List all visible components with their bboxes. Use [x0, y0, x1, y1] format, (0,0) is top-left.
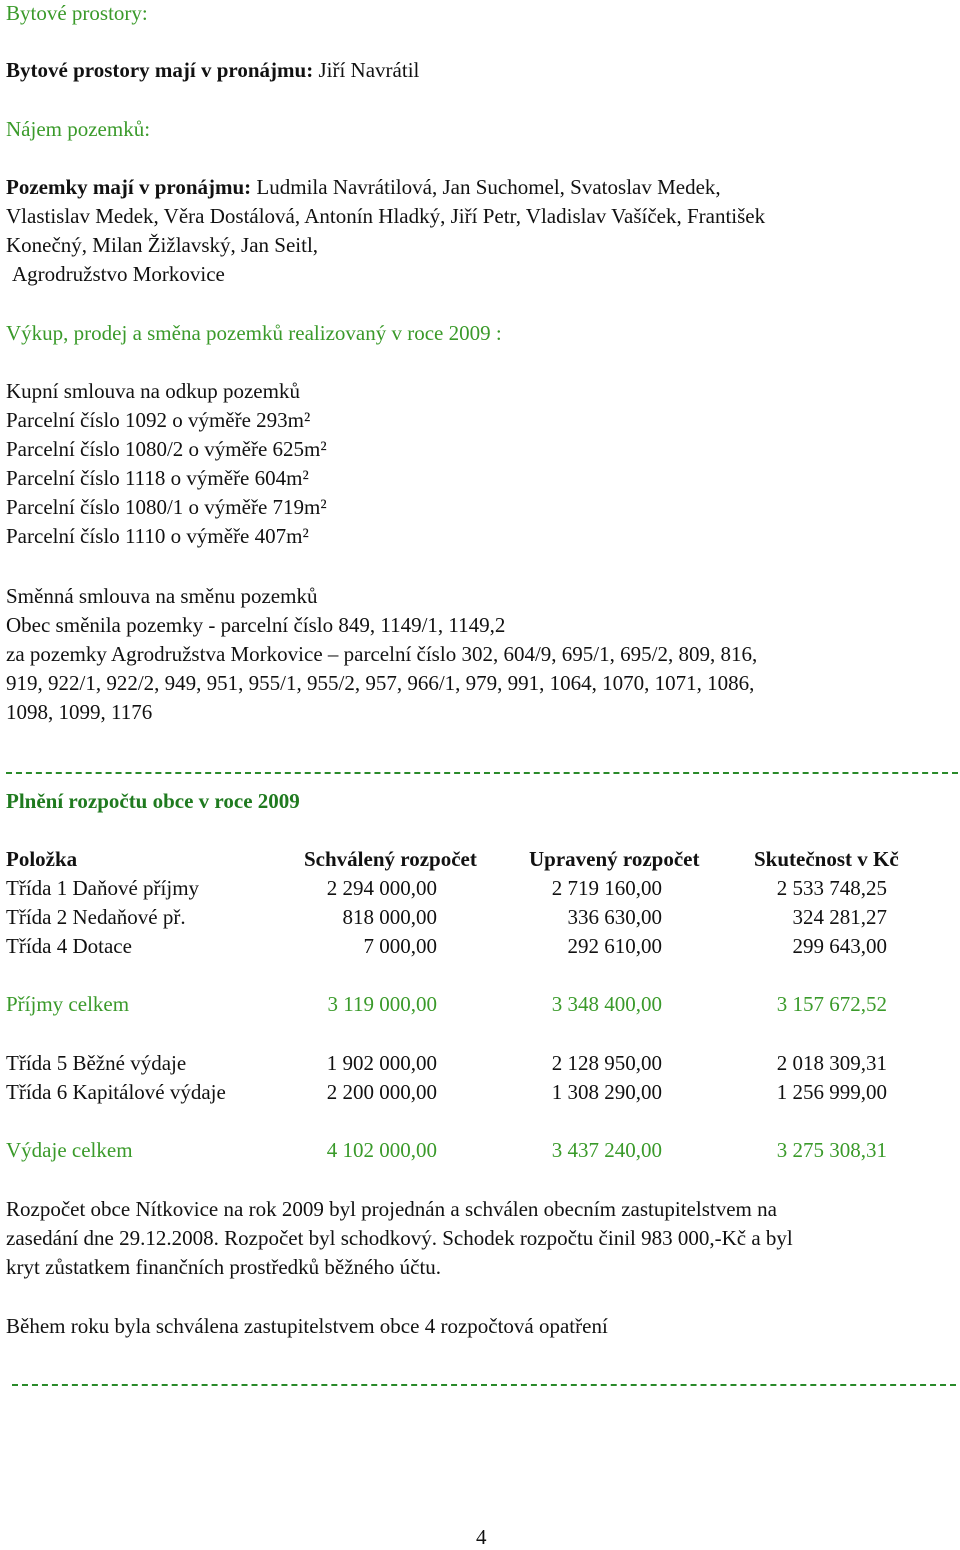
row-label: Třída 6 Kapitálové výdaje [6, 1080, 226, 1104]
total-label: Příjmy celkem [6, 992, 130, 1016]
total-upraveny: 3 348 400,00 [551, 992, 662, 1016]
parcel-line: Parcelní číslo 1110 o výměře 407m² [6, 524, 309, 548]
row-skutecnost: 2 533 748,25 [776, 876, 887, 900]
parcel-line: Parcelní číslo 1080/1 o výměře 719m² [6, 495, 327, 519]
parcel-line: Parcelní číslo 1118 o výměře 604m² [6, 466, 309, 490]
section-heading-rozpocet [6, 788, 300, 814]
header-schvaleny: Schválený rozpočet [304, 847, 477, 871]
header-skutecnost: Skutečnost v Kč [754, 847, 899, 871]
smenna-line: za pozemky Agrodružstva Morkovice – parcelní číslo 302, 604/9, 695/1, 695/2, 809, 816, [6, 642, 758, 666]
note2-line: Během roku byla schválena zastupitelstvem obce 4 rozpočtová opatření [6, 1314, 608, 1338]
section-heading-vykup: Výkup, prodej a směna pozemků realizovaný v roce 2009 : [6, 321, 502, 345]
header-upraveny: Upravený rozpočet [529, 847, 700, 871]
najem-line-3: Konečný, Milan Žižlavský, Jan Seitl, [6, 233, 319, 257]
najem-line-1 [6, 174, 721, 200]
kupni-title: Kupní smlouva na odkup pozemků [6, 379, 300, 403]
bytove-value: Jiří Navrátil [313, 58, 420, 82]
row-label: Třída 5 Běžné výdaje [6, 1051, 187, 1075]
rozpocet-heading-text: Plnění rozpočtu obce v roce 2009 [6, 789, 300, 813]
row-schvaleny: 1 902 000,00 [326, 1051, 437, 1075]
row-schvaleny: 2 294 000,00 [326, 876, 437, 900]
total-schvaleny: 4 102 000,00 [326, 1138, 437, 1162]
total-label: Výdaje celkem [6, 1138, 133, 1162]
note-line: Rozpočet obce Nítkovice na rok 2009 byl projednán a schválen obecním zastupitelstvem na [6, 1197, 777, 1221]
row-label: Třída 2 Nedaňové př. [6, 905, 186, 929]
section-heading-najem: Nájem pozemků: [6, 117, 151, 141]
parcel-line: Parcelní číslo 1080/2 o výměře 625m² [6, 437, 327, 461]
najem-label: Pozemky mají v pronájmu: [6, 175, 252, 199]
najem-line1-rest: Ludmila Navrátilová, Jan Suchomel, Svatoslav Medek, [251, 175, 721, 199]
row-upraveny: 2 128 950,00 [551, 1051, 662, 1075]
row-skutecnost: 299 643,00 [792, 934, 887, 958]
row-label: Třída 4 Dotace [6, 934, 132, 958]
note-line: zasedání dne 29.12.2008. Rozpočet byl schodkový. Schodek rozpočtu činil 983 000,-Kč a byl [6, 1226, 793, 1250]
row-label: Třída 1 Daňové příjmy [6, 876, 200, 900]
najem-line-4: Agrodružstvo Morkovice [12, 262, 225, 286]
smenna-line: 1098, 1099, 1176 [6, 700, 153, 724]
row-upraveny: 1 308 290,00 [551, 1080, 662, 1104]
header-polozka: Položka [6, 847, 78, 871]
total-upraveny: 3 437 240,00 [551, 1138, 662, 1162]
bytove-label: Bytové prostory mají v pronájmu: [6, 58, 314, 82]
section-heading-bytove: Bytové prostory: [6, 1, 148, 25]
row-schvaleny: 7 000,00 [363, 934, 437, 958]
dashed-divider [6, 772, 958, 774]
page-number: 4 [476, 1525, 487, 1549]
row-upraveny: 2 719 160,00 [551, 876, 662, 900]
total-skutecnost: 3 275 308,31 [776, 1138, 887, 1162]
note-line: kryt zůstatkem finančních prostředků běžného účtu. [6, 1255, 442, 1279]
row-skutecnost: 2 018 309,31 [776, 1051, 887, 1075]
total-schvaleny: 3 119 000,00 [327, 992, 437, 1016]
row-upraveny: 336 630,00 [567, 905, 662, 929]
bytove-line [6, 57, 419, 83]
total-skutecnost: 3 157 672,52 [776, 992, 887, 1016]
row-skutecnost: 1 256 999,00 [776, 1080, 887, 1104]
dashed-divider-bottom [12, 1384, 956, 1386]
najem-line-2: Vlastislav Medek, Věra Dostálová, Antonín Hladký, Jiří Petr, Vladislav Vašíček, František [6, 204, 766, 228]
row-upraveny: 292 610,00 [567, 934, 662, 958]
smenna-line: Obec směnila pozemky - parcelní číslo 849, 1149/1, 1149,2 [6, 613, 506, 637]
parcel-line: Parcelní číslo 1092 o výměře 293m² [6, 408, 311, 432]
smenna-line: 919, 922/1, 922/2, 949, 951, 955/1, 955/2, 957, 966/1, 979, 991, 1064, 1070, 1071, 1086, [6, 671, 755, 695]
row-schvaleny: 818 000,00 [342, 905, 437, 929]
row-schvaleny: 2 200 000,00 [326, 1080, 437, 1104]
row-skutecnost: 324 281,27 [792, 905, 887, 929]
smenna-title: Směnná smlouva na směnu pozemků [6, 584, 318, 608]
